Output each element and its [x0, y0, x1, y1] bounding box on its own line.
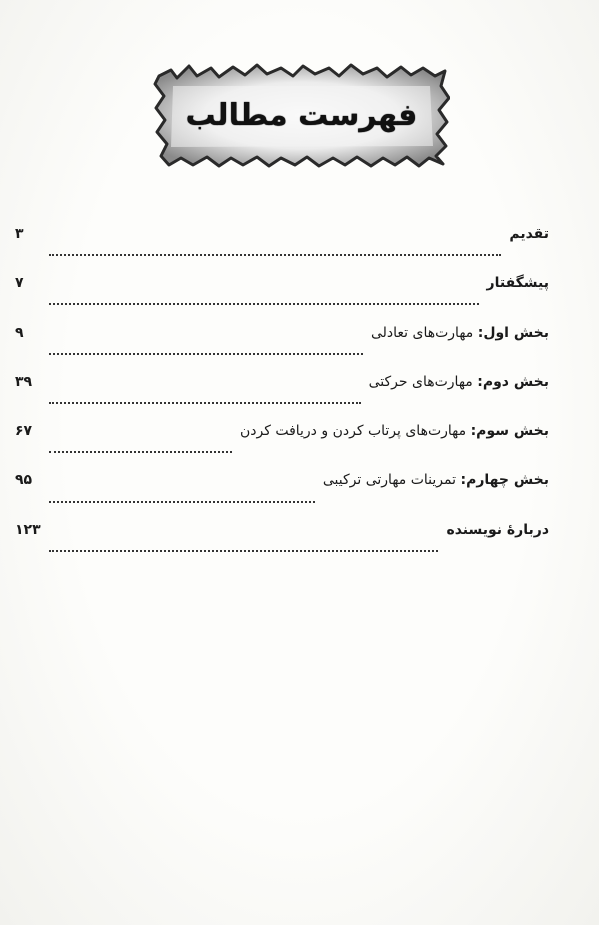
toc-entry[interactable]: [15, 325, 549, 374]
toc-entry-subtitle: مهارت‌های پرتاب کردن و دریافت کردن: [239, 423, 467, 440]
dot-leader: [49, 500, 315, 503]
toc-entry-label: تقدیم: [509, 226, 549, 242]
toc-entry[interactable]: [15, 275, 549, 324]
dot-leader: [49, 302, 479, 305]
dot-leader: [49, 450, 232, 453]
dot-leader: [49, 253, 501, 256]
toc-entry-label: دربارهٔ نویسنده: [446, 521, 549, 538]
toc-entry-label: پیشگفتار: [486, 275, 549, 292]
toc-page-number: ۳۹: [15, 373, 33, 390]
toc-page-number: ۹۵: [15, 472, 33, 489]
toc-entry-title: [483, 275, 549, 291]
toc-entry-label: بخش چهارم:: [460, 472, 549, 489]
toc-page-number: ۱۲۳: [15, 521, 41, 538]
toc-entry[interactable]: [15, 423, 549, 472]
dot-leader: [49, 401, 361, 404]
toc-page-number: ۹: [15, 324, 24, 341]
toc-entry-title: [367, 325, 549, 341]
table-of-contents: [15, 226, 549, 571]
toc-entry-title: [236, 423, 549, 439]
toc-page-number: ۳: [15, 226, 24, 242]
page-title: فهرست مطالب: [185, 98, 418, 133]
toc-entry-title: [365, 374, 549, 390]
dot-leader: [49, 352, 363, 355]
toc-entry[interactable]: [15, 226, 549, 275]
toc-entry-subtitle: تمرینات مهارتی ترکیبی: [322, 472, 457, 489]
dot-leader: [49, 549, 438, 552]
toc-entry-label: بخش سوم:: [470, 423, 549, 440]
toc-entry-label: بخش اول:: [477, 324, 549, 341]
toc-page-number: ۷: [15, 275, 24, 292]
title-frame: [153, 62, 450, 169]
toc-entry[interactable]: [15, 472, 549, 521]
toc-entry-title: [442, 522, 549, 538]
toc-entry-title: [505, 226, 549, 242]
toc-entry[interactable]: [15, 374, 549, 423]
toc-page-number: ۶۷: [15, 423, 33, 440]
toc-entry-subtitle: مهارت‌های تعادلی: [370, 324, 474, 341]
toc-entry-label: بخش دوم:: [477, 373, 549, 390]
toc-entry-subtitle: مهارت‌های حرکتی: [368, 373, 473, 390]
toc-entry[interactable]: [15, 522, 549, 571]
toc-entry-title: [319, 472, 549, 488]
